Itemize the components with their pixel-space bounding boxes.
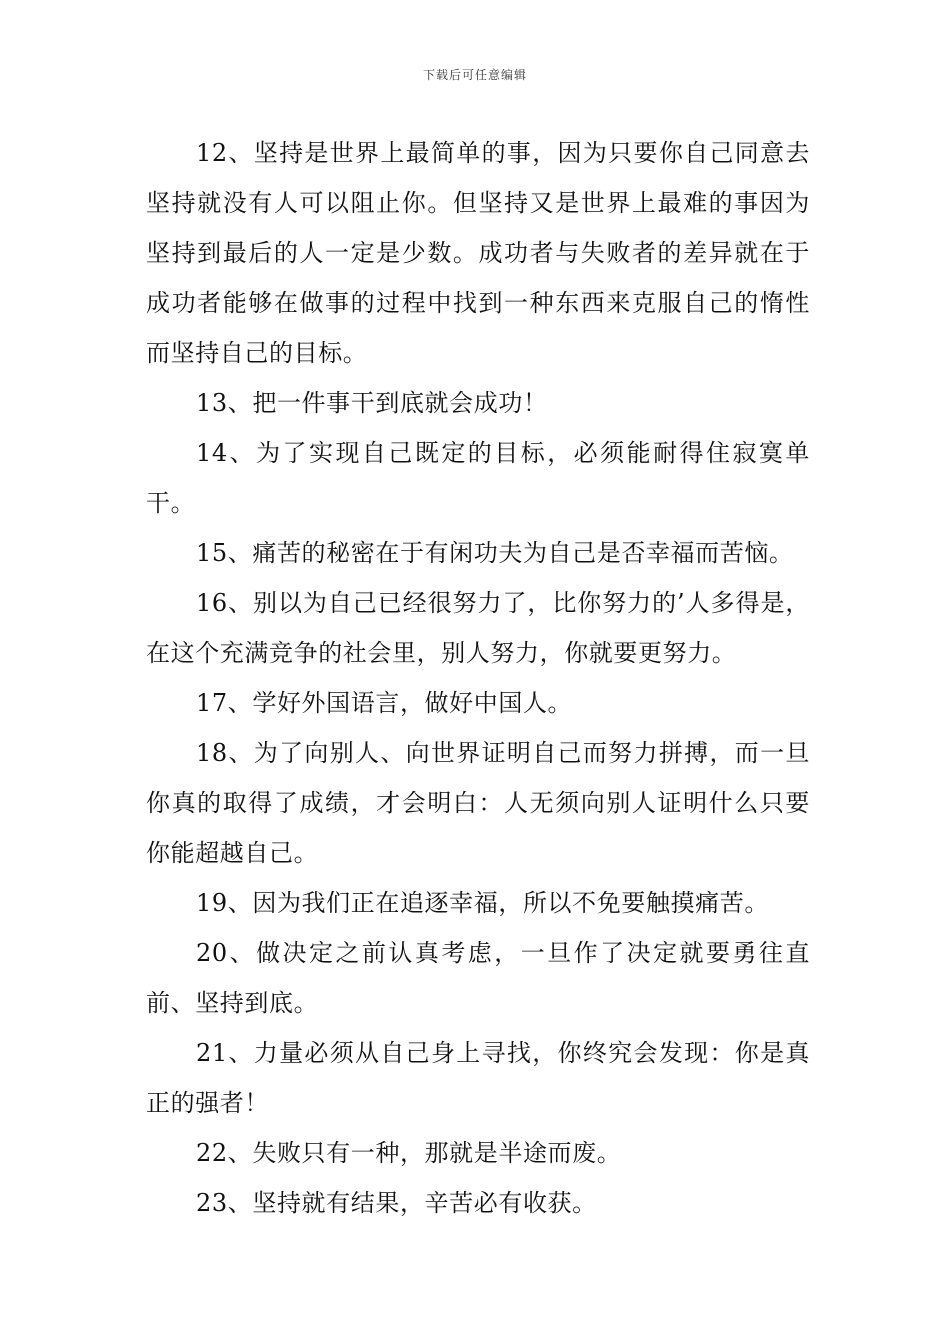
paragraph-23: 23、坚持就有结果，辛苦必有收获。: [196, 1189, 597, 1217]
paragraph-22: 22、失败只有一种，那就是半途而废。: [196, 1139, 622, 1167]
paragraph-17: 17、学好外国语言，做好中国人。: [196, 689, 573, 717]
paragraph-13: 13、把一件事干到底就会成功！: [196, 389, 548, 417]
paragraph-19: 19、因为我们正在追逐幸福，所以不免要触摸痛苦。: [196, 889, 769, 917]
paragraph-20: 20、做决定之前认真考虑，一旦作了决定就要勇往直前、坚持到底。: [146, 939, 810, 1017]
paragraph-16: 16、别以为自己已经很努力了，比你努力的’人多得是，在这个充满竞争的社会里，别人努力，你就要更努力。: [146, 589, 810, 667]
paragraph-18: 18、为了向别人、向世界证明自己而努力拼搏，而一旦你真的取得了成绩，才会明白：人无须向别人证明什么只要你能超越自己。: [146, 739, 810, 867]
paragraph-15: 15、痛苦的秘密在于有闲功夫为自己是否幸福而苦恼。: [196, 539, 794, 567]
paragraph-14: 14、为了实现自己既定的目标，必须能耐得住寂寞单干。: [146, 439, 810, 517]
paragraph-12: 12、坚持是世界上最简单的事，因为只要你自己同意去坚持就没有人可以阻止你。但坚持又是世界上最难的事因为坚持到最后的人一定是少数。成功者与失败者的差异就在于成功者能够在做事的过程中找到一种东西来克服自己的惰性而坚持自己的目标。: [146, 139, 810, 367]
paragraph-21: 21、力量必须从自己身上寻找，你终究会发现：你是真正的强者！: [146, 1039, 810, 1117]
document-body: [146, 128, 810, 1228]
page-header: 下载后可任意编辑: [422, 68, 527, 82]
